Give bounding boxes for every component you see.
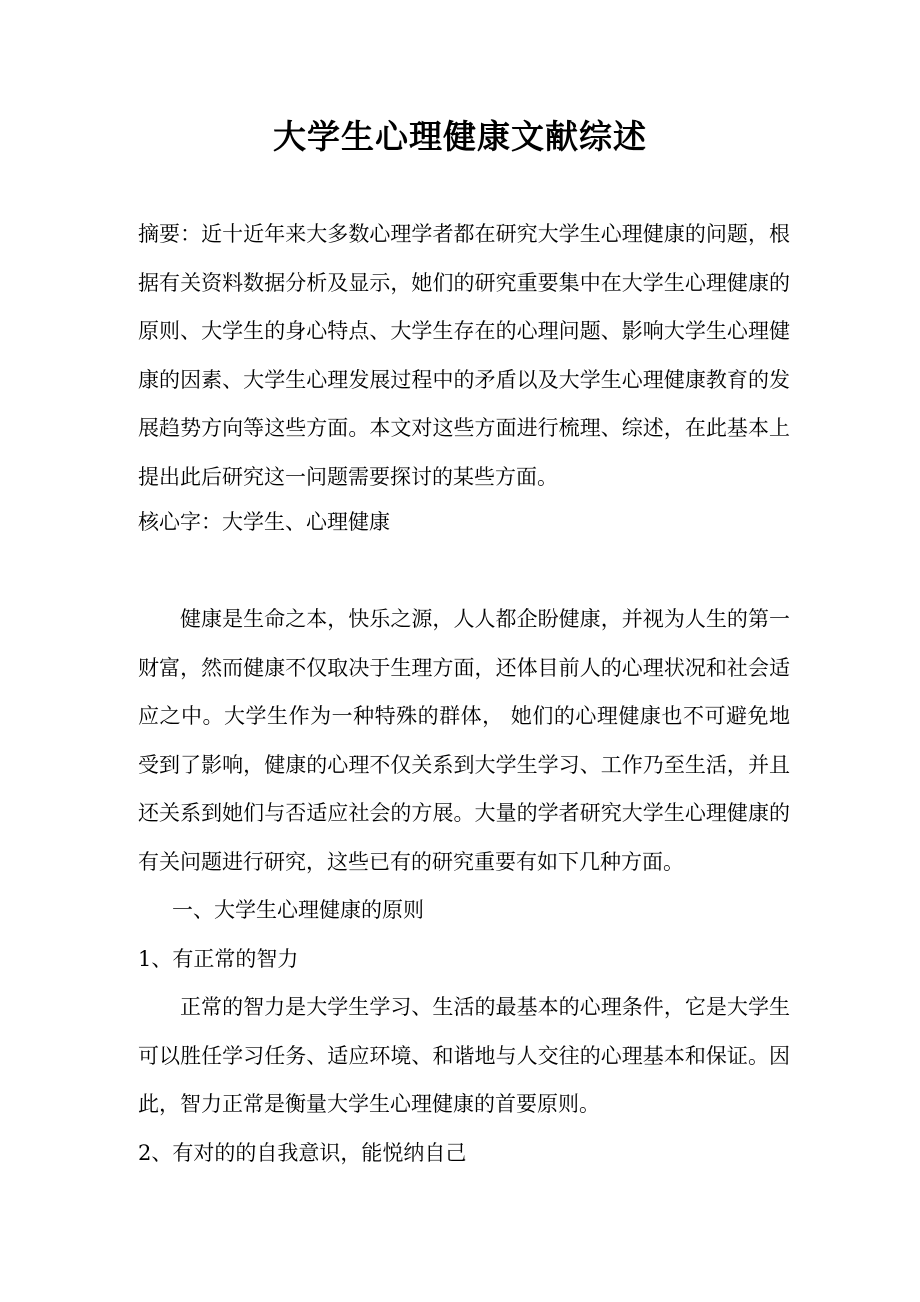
- keywords-line: 核心字：大学生、心理健康: [138, 510, 390, 534]
- intro-paragraph: 健康是生命之本，快乐之源，人人都企盼健康，并视为人生的第一财富，然而健康不仅取决于生理方面，还体目前人的心理状况和社会适应之中。大学生作为一种特殊的群体， 她们的心理健康也不可避免地受到了影响，健康的心理不仅关系到大学生学习、工作乃至生活，并且还关系到她们与否适应社会的方展。大量的学者研究大学生心理健康的有关问题进行研究，这些已有的研究重要有如下几种方面。: [138, 607, 790, 874]
- subsection-heading-1: 1、有正常的智力: [138, 946, 299, 971]
- main-body: [138, 595, 790, 1177]
- abstract-paragraph: 摘要：近十近年来大多数心理学者都在研究大学生心理健康的问题，根据有关资料数据分析及显示，她们的研究重要集中在大学生心理健康的原则、大学生的身心特点、大学生存在的心理问题、影响大学生心理健康的因素、大学生心理发展过程中的矛盾以及大学生心理健康教育的发展趋势方向等这些方面。本文对这些方面进行梳理、综述，在此基本上提出此后研究这一问题需要探讨的某些方面。: [138, 222, 790, 489]
- subsection-paragraph-1: 正常的智力是大学生学习、生活的最基本的心理条件，它是大学生可以胜任学习任务、适应环境、和谐地与人交往的心理基本和保证。因此，智力正常是衡量大学生心理健康的首要原则。: [138, 995, 790, 1116]
- document-title: 大学生心理健康文献综述: [273, 117, 647, 156]
- subsection-heading-2: 2、有对的的自我意识，能悦纳自己: [138, 1140, 467, 1165]
- section-heading-1: 一、大学生心理健康的原则: [172, 898, 424, 922]
